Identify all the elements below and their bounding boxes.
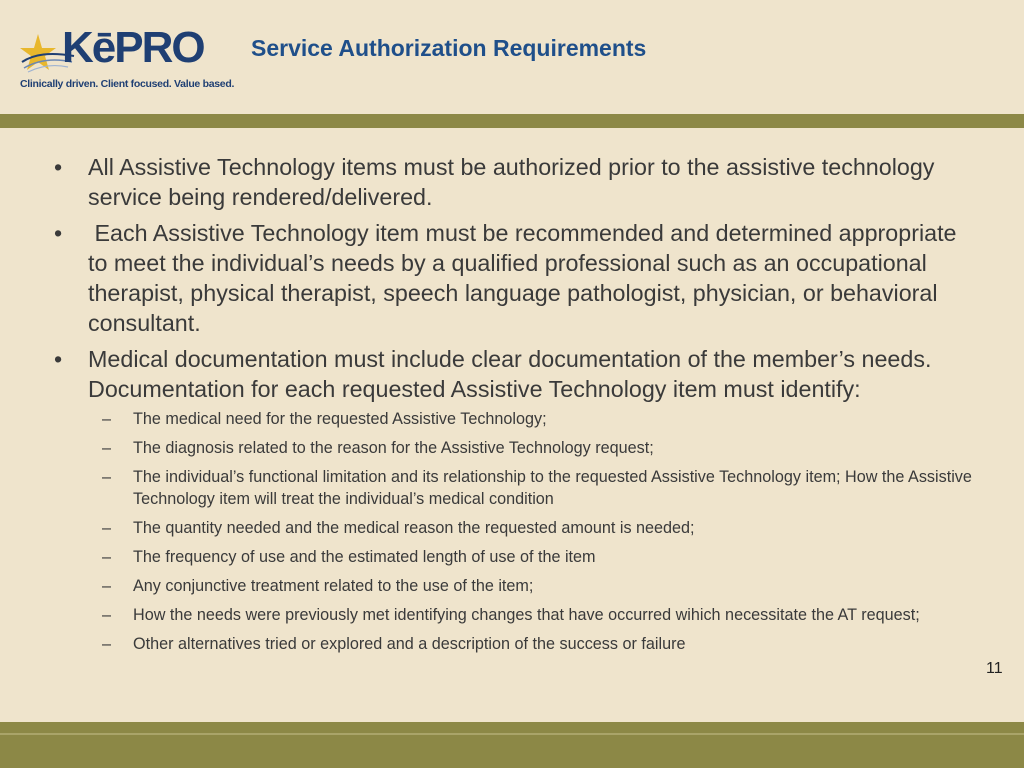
sub-item-text: The frequency of use and the estimated length of use of the item <box>133 548 596 566</box>
kepro-logo <box>20 23 235 94</box>
sub-item <box>48 437 978 459</box>
sub-item-text: The medical need for the requested Assistive Technology; <box>133 410 547 428</box>
bullet-mark: • <box>54 220 63 246</box>
sub-item <box>48 546 978 568</box>
dash-mark: – <box>102 635 112 653</box>
bullet-item <box>48 218 978 338</box>
bullet-text: All Assistive Technology items must be authorized prior to the assistive technology service being rendered/delivered. <box>88 154 935 210</box>
page-number: 11 <box>986 660 1003 677</box>
top-band <box>0 114 1024 128</box>
sub-item-text: Any conjunctive treatment related to the use of the item; <box>133 577 534 595</box>
slide-title: Service Authorization Requirements <box>251 35 647 61</box>
bottom-band <box>0 722 1024 768</box>
sub-item-text: The individual’s functional limitation and its relationship to the requested Assistive Technology item; How the Assistive Technology item will treat the individual’s medical condition <box>133 468 972 508</box>
dash-mark: – <box>102 468 112 486</box>
dash-mark: – <box>102 606 112 624</box>
bullet-text: Medical documentation must include clear documentation of the member’s needs. Documentation for each requested Assistive Technology item must identify: <box>88 346 932 402</box>
logo-tagline: Clinically driven. Client focused. Value based. <box>20 78 235 90</box>
sub-item <box>48 575 978 597</box>
sub-item <box>48 466 978 510</box>
bullet-mark: • <box>54 346 63 372</box>
header <box>0 0 1024 114</box>
sub-item <box>48 517 978 539</box>
bullet-text: Each Assistive Technology item must be recommended and determined appropriate to meet the individual’s needs by a qualified professional such as an occupational therapist, physical therapist, speech language pathologist, physician, or behavioral consultant. <box>88 220 963 336</box>
bullet-item <box>48 344 978 404</box>
slide-content <box>48 152 978 662</box>
sub-item-text: The quantity needed and the medical reason the requested amount is needed; <box>133 519 695 537</box>
sub-item <box>48 604 978 626</box>
sub-item-text: Other alternatives tried or explored and a description of the success or failure <box>133 635 686 653</box>
bullet-mark: • <box>54 154 63 180</box>
bottom-band-line <box>0 733 1024 735</box>
dash-mark: – <box>102 548 112 566</box>
sub-item-text: How the needs were previously met identifying changes that have occurred wihich necessitate the AT request; <box>133 606 920 624</box>
logo-wordmark: KēPRO <box>62 23 204 72</box>
sub-item <box>48 633 978 655</box>
sub-item <box>48 408 978 430</box>
dash-mark: – <box>102 410 112 428</box>
sub-item-text: The diagnosis related to the reason for the Assistive Technology request; <box>133 439 654 457</box>
dash-mark: – <box>102 439 112 457</box>
bullet-item <box>48 152 978 212</box>
dash-mark: – <box>102 577 112 595</box>
dash-mark: – <box>102 519 112 537</box>
